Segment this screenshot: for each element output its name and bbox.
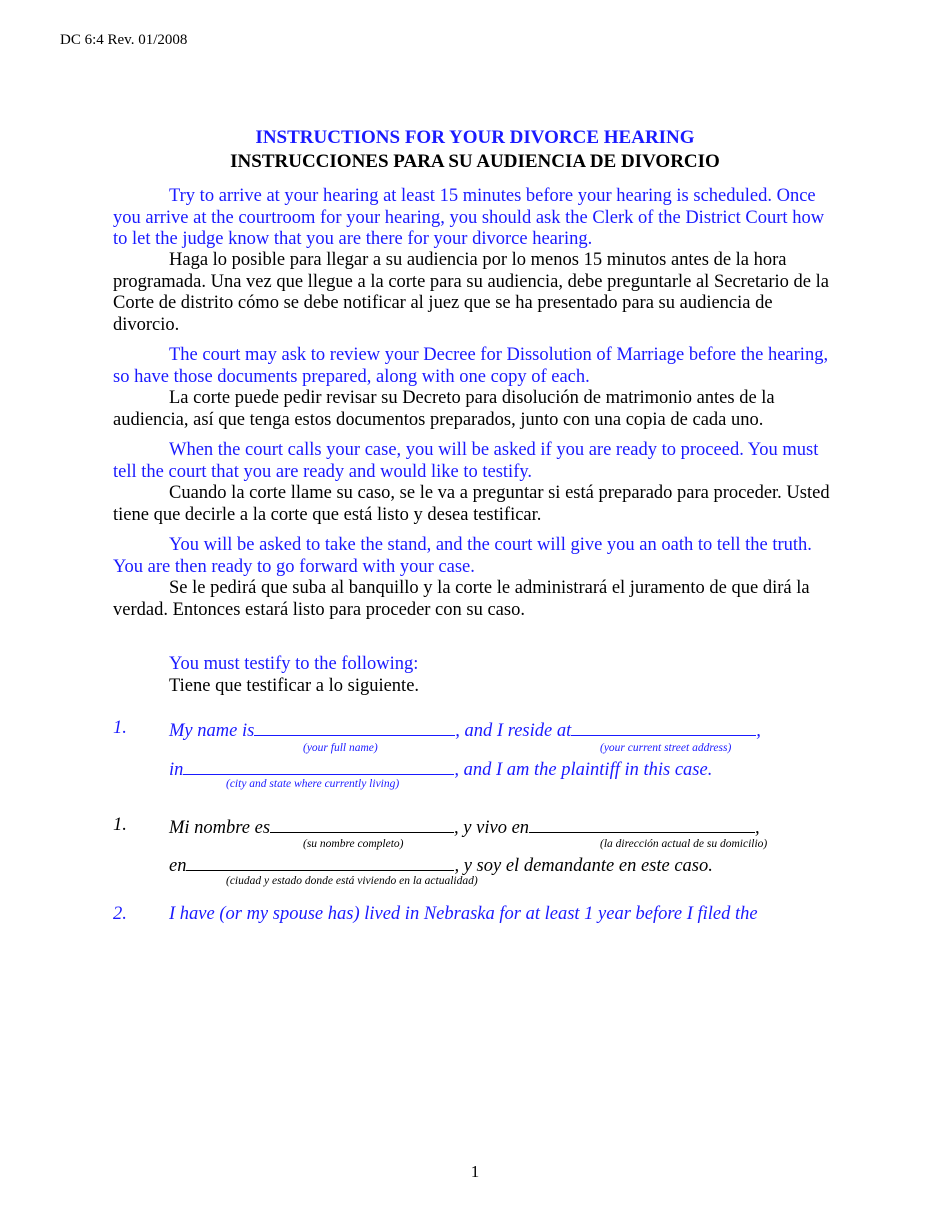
title-spanish: INSTRUCCIONES PARA SU AUDIENCIA DE DIVORCIO — [230, 151, 720, 172]
paragraph-3-spanish-text: Cuando la corte llame su caso, se le va a preguntar si está preparado para proceder. Usted tiene que decirle a la corte que está listo y desea testificar. — [113, 483, 830, 525]
paragraph-4-english-text: You will be asked to take the stand, and the court will give you an oath to tell the truth. You are then ready to go forward with your case. — [113, 535, 812, 577]
paragraph-2-spanish — [113, 388, 838, 431]
paragraph-3-english-text: When the court calls your case, you will be asked if you are ready to proceed. You must tell the court that you are ready and would like to testify. — [113, 440, 819, 482]
hint-street-address: (la dirección actual de su domicilio) — [600, 838, 768, 850]
item-number: 1. — [113, 815, 127, 835]
item-number: 2. — [113, 904, 127, 924]
paragraph-1-spanish — [113, 250, 838, 336]
plaintiff-label: , y soy el demandante en este caso. — [454, 856, 713, 876]
paragraph-4-spanish-text: Se le pedirá que suba al banquillo y la corte le administrará el juramento de que dirá la verdad. Entonces estará listo para proceder con su caso. — [113, 578, 810, 620]
name-label: Mi nombre es — [169, 818, 271, 838]
paragraph-2-english — [113, 345, 838, 388]
form-code: DC 6:4 Rev. 01/2008 — [60, 32, 188, 48]
page-number: 1 — [470, 1162, 480, 1181]
item-number: 1. — [113, 718, 127, 738]
city-state-field[interactable] — [186, 853, 454, 871]
hint-street-address: (your current street address) — [600, 742, 732, 754]
item-1-spanish-line-2 — [169, 853, 713, 877]
hint-full-name: (su nombre completo) — [303, 838, 404, 850]
paragraph-2-english-text: The court may ask to review your Decree for Dissolution of Marriage before the hearing, so have those documents prepared, along with one copy of each. — [113, 345, 829, 387]
hint-full-name: (your full name) — [303, 742, 378, 754]
street-address-field[interactable] — [529, 815, 755, 833]
item-2-text: I have (or my spouse has) lived in Nebraska for at least 1 year before I filed the — [169, 904, 758, 924]
plaintiff-label: , and I am the plaintiff in this case. — [454, 760, 713, 780]
paragraph-4-spanish — [113, 578, 838, 621]
title-english: INSTRUCTIONS FOR YOUR DIVORCE HEARING — [255, 127, 695, 148]
name-label: My name is — [169, 721, 255, 741]
hint-city-state: (ciudad y estado donde está viviendo en la actualidad) — [226, 875, 478, 887]
comma: , — [755, 818, 760, 838]
reside-label: , and I reside at — [455, 721, 572, 741]
paragraph-3-english — [113, 440, 838, 483]
paragraph-1-english-text: Try to arrive at your hearing at least 15 minutes before your hearing is scheduled. Once you arrive at the courtroom for your hearing, you should ask the Clerk of the District Court how to let the judge know that you are there for your divorce hearing. — [113, 186, 825, 249]
in-label: in — [169, 760, 184, 780]
hint-city-state: (city and state where currently living) — [226, 778, 400, 790]
street-address-field[interactable] — [571, 718, 756, 736]
reside-label: , y vivo en — [454, 818, 530, 838]
item-1-spanish-line-1 — [169, 815, 760, 839]
testify-spanish-text: Tiene que testificar a lo siguiente. — [169, 676, 420, 696]
paragraph-2-spanish-text: La corte puede pedir revisar su Decreto para disolución de matrimonio antes de la audiencia, así que tenga estos documentos preparados, junto con una copia de cada uno. — [113, 388, 775, 430]
paragraph-4-english — [113, 535, 838, 578]
in-label: en — [169, 856, 187, 876]
paragraph-1-english — [113, 186, 838, 251]
full-name-field[interactable] — [270, 815, 454, 833]
comma: , — [756, 721, 761, 741]
paragraph-3-spanish — [113, 483, 838, 526]
full-name-field[interactable] — [254, 718, 455, 736]
testify-spanish — [113, 676, 838, 698]
item-1-english-line-1 — [169, 718, 761, 742]
paragraph-1-spanish-text: Haga lo posible para llegar a su audiencia por lo menos 15 minutos antes de la hora programada. Una vez que llegue a la corte para su audiencia, debe preguntarle al Secretario de la Corte de distrito cómo se debe notificar al juez que se ha presentado para su audiencia de divorcio. — [113, 250, 829, 335]
city-state-field[interactable] — [183, 757, 454, 775]
testify-english-text: You must testify to the following: — [169, 654, 419, 674]
testify-english — [113, 654, 838, 676]
